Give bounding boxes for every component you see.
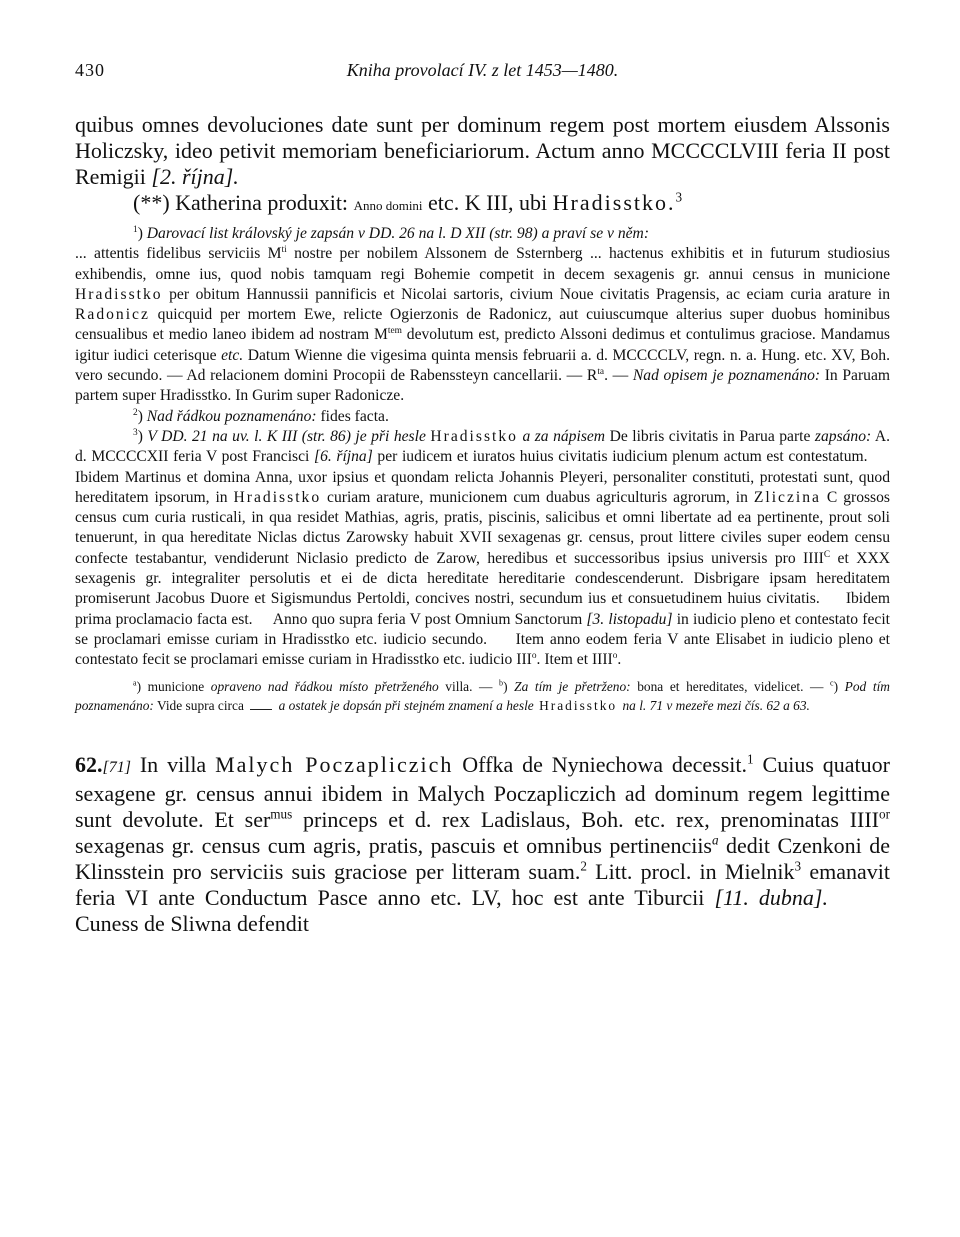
footnote-3: $^3$) V DD. 21 na uv. l. K III (str. 86) je při hesle Hradisstko a za nápisem De libris civitatis in Parua parte zapsáno: A. d. MCCCCXII feria V post Francisci [6. října] per iudicem et iuratos huius civitatis iudicium plenum actum est contestatum. Ibidem Martinus et domina Anna, uxor ipsius et quondam relicta Johannis Pleyeri, personaliter constituti, protestati sunt, quod hereditatem ipsorum, in Hradisstko curiam arature, municionem cum duabus agriculturis agrorum, in Zliczina C grossos census cum curia rusticali, in qua residet Mathias, agris, pratis, piscinis, salicibus et omni libertate ad ea pertinente, prout soli tenuerunt, in qua hereditate Niclas dictus Zarowsky habuit XVII sexagenas gr. census, prout littere civiles super eodem censu confecte testabantur, vendiderunt Niclasio predicto de Zarow, heredibus et successoribus ipsius universis pro $IIII^C$ et XXX sexagenis gr. integraliter persolutis et ei de dicta hereditate hereditarie condescenderunt. Disbrigare ipsam hereditatem promiserunt Jacobus Duore et Sigismundus Pertoldi, concives nostri, secundum ius et consuetudinem huius civitatis. Ibidem prima proclamacio facta est. Anno quo supra feria V post Omnium Sanctorum [3. listopadu] in iudicio pleno et contestato fecit se proclamari emisse curiam in Hradisstko etc. iudicio secundo. Item anno eodem feria V ante Elisabet in iudicio pleno et contestato fecit se proclamari emisse curiam in Hradisstko etc. iudicio III$^o$. Item et IIII$^o$. (75, 427, 891, 669)
text-segment: bona et hereditates, videlicet. — (630, 678, 831, 694)
pointing-hand-icon (250, 699, 272, 710)
folio-mark: [71] (102, 758, 131, 776)
text-segment: o (612, 651, 618, 662)
main-text (75, 112, 890, 219)
text-segment: Hradisstko. (552, 190, 676, 215)
footnotes (75, 224, 890, 671)
entry-62-text (75, 752, 890, 937)
text-segment: quibus omnes devoluciones date sunt per dominum regem post mortem eiusdem Alssonis Holiczsky, ideo petivit memoriam beneficiariorum. Actum anno MCCCCLVIII feria II post Remigii (75, 112, 890, 189)
text-segment: Hradisstko (533, 698, 623, 714)
entry-62 (75, 752, 890, 937)
page-number: 430 (75, 60, 105, 80)
text-segment: 3 (675, 189, 683, 205)
text-segment: Litt. procl. in Mielnik (586, 858, 795, 884)
text-segment: Vide supra circa (153, 698, 248, 714)
text-segment: in iudicio pleno et contestato fecit se proclamari emisse curiam in Hradisstko etc. iudicio secundo. (75, 610, 890, 648)
text-segment: [6. října] (314, 448, 373, 466)
text-segment: sexagenas gr. census cum agris, pratis, pascuis et omnibus pertinenciis (75, 832, 712, 858)
text-segment: Malych Poczapliczich (215, 751, 454, 777)
text-segment: 3 (794, 858, 802, 874)
text-segment: Darovací list královský je zapsán v DD. 26 na l. D XII (str. 98) a praví se v něm: (146, 225, 650, 242)
text-segment: a ostatek je dopsán při stejném znamení a hesle (278, 698, 534, 714)
text-segment: Datum Wienne die vigesima quinta mensis februarii a. d. MCCCCLV, regn. n. a. Hung. etc. XV, Boh. vero secundo. — Ad relacionem domini Procopii de Rabenssteyn cancellarii. — R (75, 346, 890, 385)
text-segment: emanavit feria VI ante Conductum Pasce anno etc. LV, hoc est ante Tiburcii (75, 858, 890, 910)
text-segment: C (823, 549, 831, 560)
text-segment: Nad opisem je poznamenáno: (632, 367, 821, 385)
text-segment: municione (141, 678, 211, 694)
text-segment: 2 (580, 858, 587, 874)
text-segment: In Paruam partem super Hradisstko. In Gurim super Radonicze. (75, 367, 891, 405)
text-segment: ta (597, 366, 605, 377)
text-segment: Hradisstko (430, 427, 518, 445)
text-segment: Pod tím poznamenáno: (75, 678, 890, 714)
text-segment: Hradisstko (75, 285, 163, 303)
note-a-b-c: $^a$) municione opraveno nad řádkou místo přetrženého villa. — $^b$) Za tím je přetrženo: bona et hereditates, videlicet. — $^c$) Pod tím poznamenáno: Vide supra circa a ostatek je dopsán při stejném znamení a hesle Hradisstko na l. 71 v mezeře mezi čís. 62 a 63. (75, 678, 890, 714)
text-segment: C grossos census cum curia rusticali, in qua residet Mathias, agris, pratis, piscinis, salicibus et omni libertate ad ea pertinente, prout soli tenuerunt, in qua hereditate Niclas dictus Zarowsky habuit XVII sexagenas gr. census, prout littere civiles super eodem censu confecte testabantur, vendiderunt Niclasio predicto de Zarow, heredibus et successoribus ipsius universis pro IIII (75, 488, 890, 567)
text-segment: b (499, 678, 504, 688)
text-segment: 1 (747, 751, 754, 767)
text-segment: etc. K III, ubi (422, 190, 553, 215)
text-segment: Item anno eodem feria V ante Elisabet in iudicio pleno et contestato fecit se proclamari emisse curiam in Hradisstko etc. iudicio III (75, 630, 890, 669)
text-segment: etc. (221, 346, 244, 364)
text-segment: ... attentis fidelibus serviciis M (75, 245, 282, 263)
text-segment: Cuness de Sliwna defendit (75, 910, 310, 936)
text-segment: Ibidem prima proclamacio facta est. (75, 590, 890, 628)
text-segment: Ibidem Martinus et domina Anna, uxor ipsius et quondam relicta Johannis Pleyeri, personaliter constituti, protestati sunt, quod hereditatem ipsorum, in (75, 468, 890, 506)
footnote-2: $^2$) Nad řádkou poznamenáno: fides facta. (133, 407, 389, 425)
text-segment: dedit Czenkoni de Klinsstein pro serviciis suis graciose per litteram suam. (75, 832, 890, 884)
main-paragraph-2 (75, 190, 890, 219)
text-segment: devolutum est, predicto Alssoni dedimus et contulimus graciose. Mandamus igitur iudici ceterisque (75, 326, 890, 364)
text-segment: a (712, 832, 719, 848)
text-segment: Hradisstko (233, 488, 322, 506)
footnote-1-body (75, 244, 890, 406)
text-segment: nostre per nobilem Alssonem de Ssternberg ... hactenus exhibitis et in futurum studiosius exhibendis, omne ius, quod nobis tamquam regi Bohemie competit in decem sexagenis gr. annui census in municione (75, 245, 890, 283)
text-segment: or (879, 806, 890, 822)
text-segment: 3 (133, 427, 138, 438)
text-segment: ti (281, 245, 287, 256)
text-segment: Cuius quatuor sexagene gr. census annui ibidem in Malych Poczapliczich ad dominum regem legittime sunt devolute. Et ser (75, 751, 890, 832)
text-segment: [2. října]. (151, 164, 239, 189)
text-segment: per iudicem et iuratos huius civitatis iudicium plenum actum est contestatum. (372, 448, 868, 466)
text-segment: [11. dubna]. (714, 884, 828, 910)
text-segment: na l. 71 v mezeře mezi čís. 62 a 63. (622, 698, 810, 714)
text-segment: A. d. MCCCCXII feria V post Francisci (75, 427, 891, 466)
text-segment: Anno quo supra feria V post Omnium Sanctorum (272, 610, 587, 628)
text-segment: curiam arature, municionem cum duabus agriculturis agrorum, in (321, 488, 754, 506)
document-page (75, 60, 890, 937)
text-segment: De libris civitatis in Parua parte (605, 427, 815, 445)
text-segment: tem (387, 326, 402, 337)
text-segment: [3. listopadu] (586, 610, 673, 628)
text-segment: Anno domini (353, 198, 423, 213)
main-paragraph-1 (75, 112, 890, 190)
text-segment: per obitum Hannussii pannificis et Nicolai sartoris, civium Noue civitatis Pragensis, ac eciam curia arature in (162, 285, 890, 303)
text-segment: a (133, 678, 137, 688)
text-segment: c (830, 678, 834, 688)
text-segment: zapsáno: (814, 427, 872, 445)
text-segment: villa. — (438, 678, 500, 694)
text-segment: . Item et IIII (536, 651, 613, 669)
text-segment: princeps et d. rex Ladislaus, Boh. etc. rex, prenominatas IIII (292, 806, 879, 832)
text-segment: 1 (133, 224, 138, 235)
textual-notes (75, 677, 890, 716)
text-segment: a za nápisem (522, 427, 606, 445)
text-segment: Offka de Nyniechowa decessit. (453, 751, 748, 777)
text-segment: quicquid per mortem Ewe, relicte Ogierzonis de Radonicz, aut cuiuscumque alterius super duobus hominibus censualibus et medio laneo ibidem ad nostram M (75, 306, 890, 344)
entry-number: 62. (75, 751, 103, 777)
text-segment: Nad řádkou poznamenáno: (146, 407, 317, 425)
text-segment: In villa (130, 751, 216, 777)
text-segment: Za tím je přetrženo: (507, 678, 631, 694)
text-segment: V DD. 21 na uv. l. K III (str. 86) je při hesle (147, 427, 426, 445)
text-segment: . (617, 651, 622, 669)
text-segment: et XXX sexagenis gr. integraliter persolutis et ei de dicta hereditate hereditarie condescenderunt. Disbrigare ipsam hereditatem promiserunt Jacobus Duore et Sigismundus Pertoldi, concives nostri, secundum ius et consuetudinem huius civitatis. (75, 549, 890, 608)
text-segment: mus (270, 806, 293, 822)
text-segment: fides facta. (316, 407, 389, 425)
text-segment: 2 (133, 407, 138, 418)
running-title: Kniha provolací IV. z let 1453—1480. (346, 60, 619, 80)
text-segment: Radonicz (75, 306, 150, 324)
text-segment: o (531, 651, 537, 662)
footnote-1: $^1$) Darovací list královský je zapsán v DD. 26 na l. D XII (str. 98) a praví se v něm: (133, 224, 650, 242)
text-segment: (**) Katherina produxit: (133, 190, 354, 215)
text-segment: Zliczina (753, 488, 821, 506)
text-segment: opraveno nad řádkou místo přetrženého (210, 678, 439, 694)
page-header (75, 60, 890, 90)
text-segment: . — (604, 367, 633, 385)
